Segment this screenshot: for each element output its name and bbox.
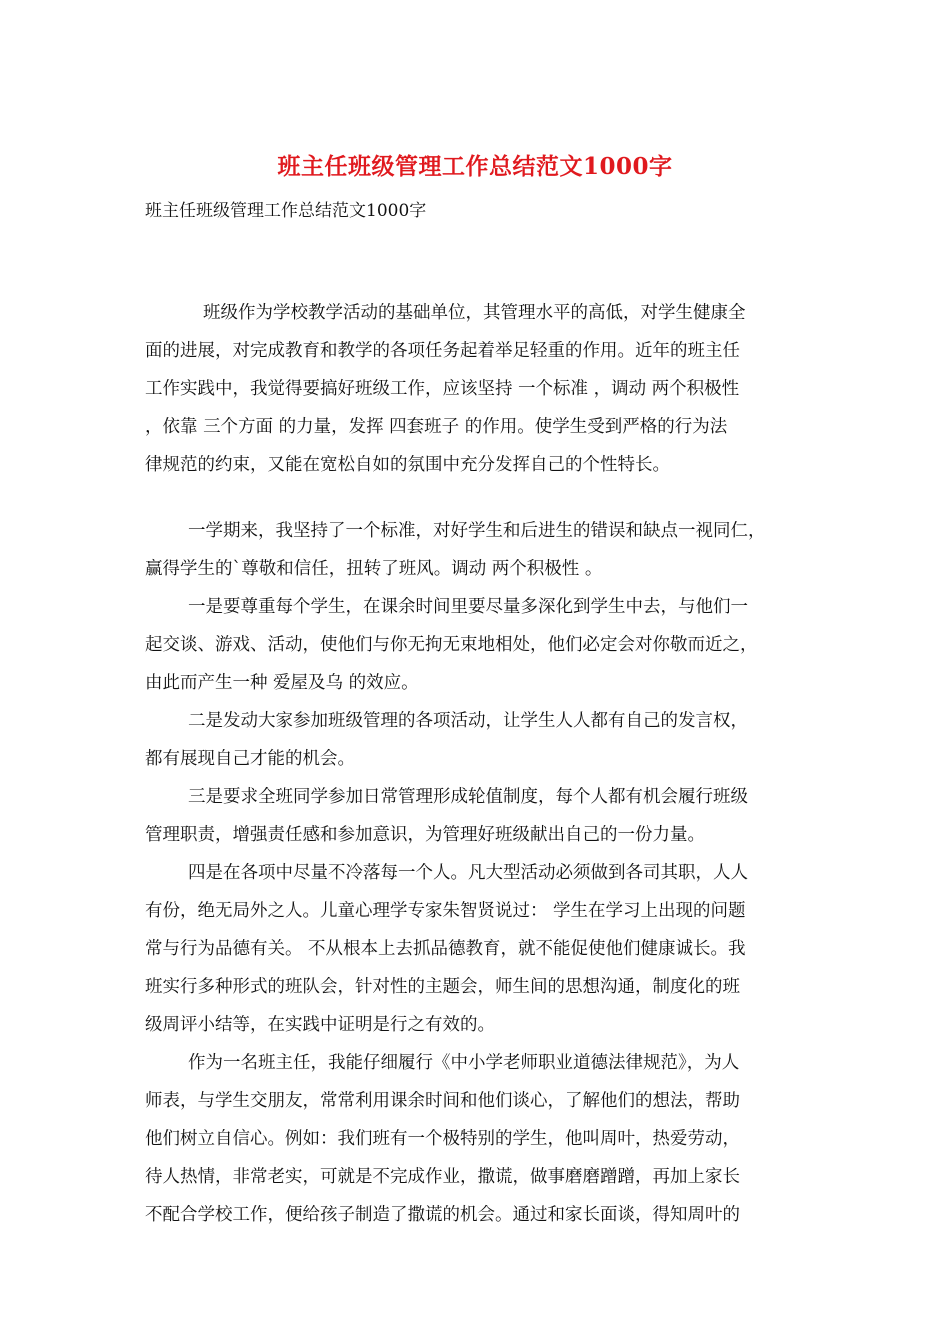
text-line: 四是在各项中尽量不冷落每一个人。凡大型活动必须做到各司其职，人人 [188, 863, 748, 883]
text-line: 都有展现自己才能的机会。 [145, 749, 355, 769]
paragraph-standard [145, 512, 815, 588]
text-line: 待人热情，非常老实，可就是不完成作业，撒谎，做事磨磨蹭蹭，再加上家长 [145, 1167, 740, 1187]
text-line: 二是发动大家参加班级管理的各项活动，让学生人人都有自己的发言权， [188, 711, 748, 731]
text-line: 管理职责，增强责任感和参加意识，为管理好班级献出自己的一份力量。 [145, 825, 705, 845]
text-line: 一学期来，我坚持了一个标准，对好学生和后进生的错误和缺点一视同仁， [188, 521, 766, 541]
body-paragraphs [145, 512, 815, 1234]
intro-paragraph [145, 294, 815, 484]
text-line: 师表，与学生交朋友，常常利用课余时间和他们谈心，了解他们的想法，帮助 [145, 1091, 740, 1111]
text-line: 作为一名班主任，我能仔细履行《中小学老师职业道德法律规范》，为人 [188, 1053, 740, 1073]
text-line: 工作实践中，我觉得要搞好班级工作，应该坚持 一个标准 ，调动 两个积极性 [145, 379, 740, 399]
text-line: 赢得学生的`尊敬和信任，扭转了班风。调动 两个积极性 。 [145, 559, 603, 579]
text-line: 班实行多种形式的班队会，针对性的主题会，师生间的思想沟通，制度化的班 [145, 977, 740, 997]
paragraph-point-two [145, 702, 815, 778]
text-line: 不配合学校工作，便给孩子制造了撒谎的机会。通过和家长面谈，得知周叶的 [145, 1205, 740, 1225]
document-subtitle: 班主任班级管理工作总结范文1000字 [145, 201, 427, 221]
text-line: 由此而产生一种 爱屋及乌 的效应。 [145, 673, 419, 693]
text-line: 面的进展，对完成教育和教学的各项任务起着举足轻重的作用。近年的班主任 [145, 341, 740, 361]
text-line: 起交谈、游戏、活动，使他们与你无拘无束地相处，他们必定会对你敬而近之， [145, 635, 758, 655]
document-title: 班主任班级管理工作总结范文1000字 [277, 153, 673, 180]
text-line: 律规范的约束，又能在宽松自如的氛围中充分发挥自己的个性特长。 [145, 455, 670, 475]
text-line: 级周评小结等，在实践中证明是行之有效的。 [145, 1015, 495, 1035]
paragraph-point-four [145, 854, 815, 1044]
paragraph-point-three [145, 778, 815, 854]
text-line: 班级作为学校教学活动的基础单位，其管理水平的高低，对学生健康全 [203, 303, 746, 323]
text-line: 常与行为品德有关。 不从根本上去抓品德教育，就不能促使他们健康诚长。我 [145, 939, 746, 959]
paragraph-teacher-role [145, 1044, 815, 1234]
text-line: 一是要尊重每个学生，在课余时间里要尽量多深化到学生中去，与他们一 [188, 597, 748, 617]
paragraph-point-one [145, 588, 815, 702]
text-line: 三是要求全班同学参加日常管理形成轮值制度，每个人都有机会履行班级 [188, 787, 748, 807]
text-line: ，依靠 三个方面 的力量，发挥 四套班子 的作用。使学生受到严格的行为法 [145, 417, 728, 437]
text-line: 有份，绝无局外之人。儿童心理学专家朱智贤说过： 学生在学习上出现的问题 [145, 901, 746, 921]
text-line: 他们树立自信心。例如：我们班有一个极特别的学生，他叫周叶，热爱劳动， [145, 1129, 740, 1149]
